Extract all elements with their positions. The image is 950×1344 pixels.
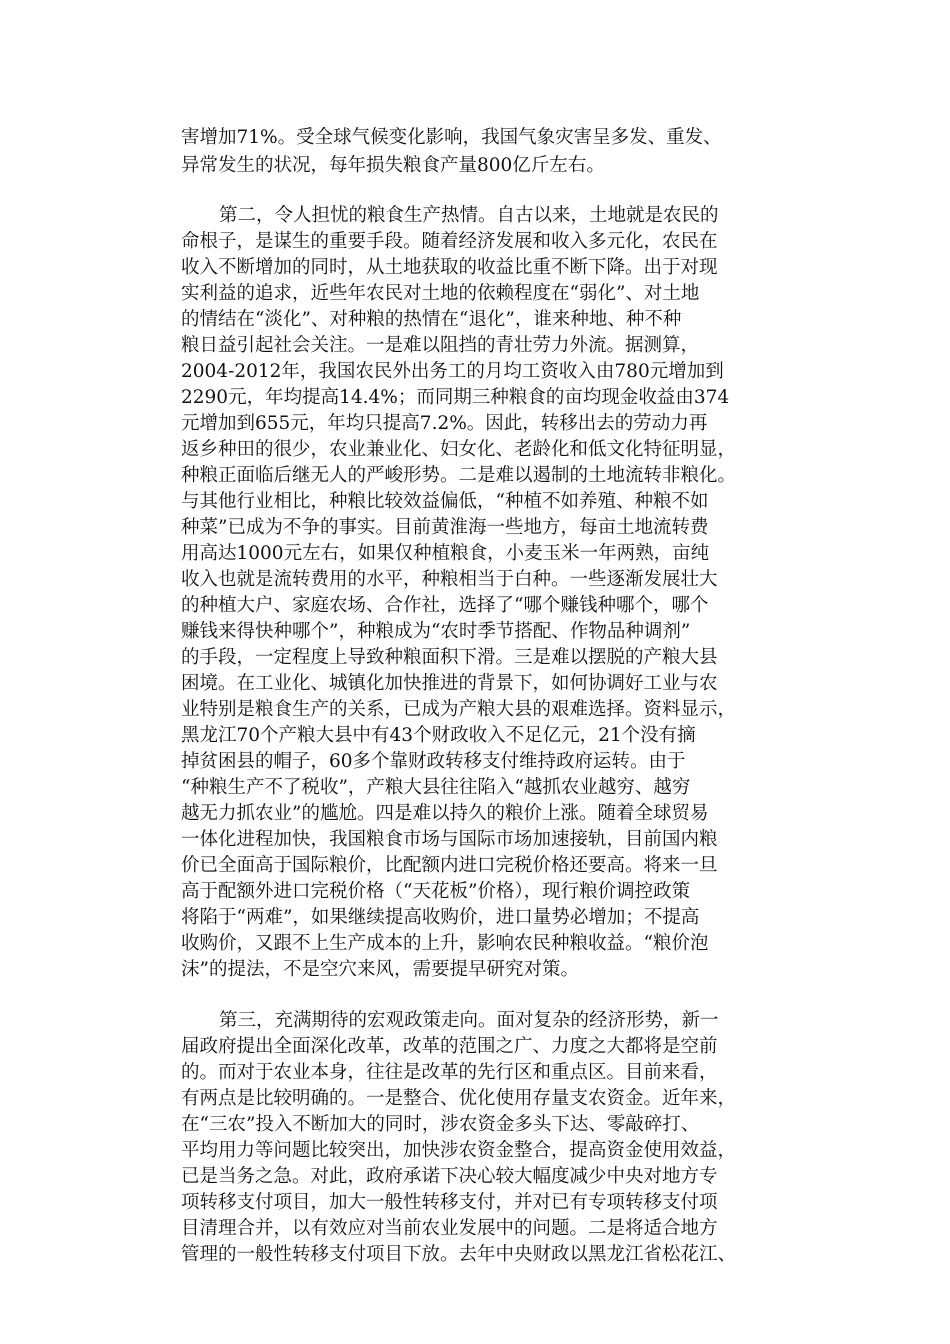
text-line: 种粮正面临后继无人的严峻形势。二是难以遏制的土地流转非粮化。 [181,465,737,486]
text-line: 一体化进程加快，我国粮食市场与国际市场加速接轨，目前国内粮 [181,829,718,850]
text-line: 掉贫困县的帽子，60多个靠财政转移支付维持政府运转。由于 [181,751,686,772]
text-line: 的。而对于农业本身，往往是改革的先行区和重点区。目前来看， [181,1062,718,1083]
text-line: 有两点是比较明确的。一是整合、优化使用存量支农资金。近年来， [181,1088,737,1109]
text-line: 管理的一般性转移支付项目下放。去年中央财政以黑龙江省松花江、 [181,1244,737,1265]
paragraph-start-line: 第二，令人担忧的粮食生产热情。自古以来，土地就是农民的 [219,205,719,226]
text-line: 收入不断增加的同时，从土地获取的收益比重不断下降。出于对现 [181,257,718,278]
text-line: 种菜”已成为不争的事实。目前黄淮海一些地方，每亩土地流转费 [181,517,709,538]
text-line: 平均用力等问题比较突出，加快涉农资金整合，提高资金使用效益， [181,1140,737,1161]
text-line: 收购价，又跟不上生产成本的上升，影响农民种粮收益。“粮价泡 [181,933,709,954]
text-line: 命根子，是谋生的重要手段。随着经济发展和收入多元化，农民在 [181,231,718,252]
text-line: 元增加到655元，年均只提高7.2%。因此，转移出去的劳动力再 [181,413,708,434]
text-line: 与其他行业相比，种粮比较效益偏低，“种植不如养殖、种粮不如 [181,491,709,512]
text-line: 2004-2012年，我国农民外出务工的月均工资收入由780元增加到 [181,361,724,382]
text-line: 目清理合并，以有效应对当前农业发展中的问题。二是将适合地方 [181,1218,718,1239]
text-line: 粮日益引起社会关注。一是难以阻挡的青壮劳力外流。据测算， [181,335,700,356]
text-line: 业特别是粮食生产的关系，已成为产粮大县的艰难选择。资料显示， [181,699,737,720]
text-line: 高于配额外进口完税价格（“天花板”价格），现行粮价调控政策 [181,881,691,902]
text-line: 价已全面高于国际粮价，比配额内进口完税价格还要高。将来一旦 [181,855,718,876]
text-line: 在“三农”投入不断加大的同时，涉农资金多头下达、零敲碎打、 [181,1114,700,1135]
text-line: 届政府提出全面深化改革，改革的范围之广、力度之大都将是空前 [181,1036,718,1057]
text-line: 异常发生的状况，每年损失粮食产量800亿斤左右。 [181,155,605,176]
text-line: 收入也就是流转费用的水平，种粮相当于白种。一些逐渐发展壮大 [181,569,718,590]
text-line: 害增加71%。受全球气候变化影响，我国气象灾害呈多发、重发、 [181,127,722,148]
text-line: 沫”的提法，不是空穴来风，需要提早研究对策。 [181,959,579,980]
text-line: 的手段，一定程度上导致种粮面积下滑。三是难以摆脱的产粮大县 [181,647,718,668]
text-line: 实利益的追求，近些年农民对土地的依赖程度在“弱化”、对土地 [181,283,700,304]
text-line: 困境。在工业化、城镇化加快推进的背景下，如何协调好工业与农 [181,673,718,694]
text-line: 的种植大户、家庭农场、合作社，选择了“哪个赚钱种哪个，哪个 [181,595,709,616]
paragraph-start-line: 第三，充满期待的宏观政策走向。面对复杂的经济形势，新一 [219,1010,719,1031]
text-line: 越无力抓农业”的尴尬。四是难以持久的粮价上涨。随着全球贸易 [181,803,709,824]
text-line: 返乡种田的很少，农业兼业化、妇女化、老龄化和低文化特征明显， [181,439,737,460]
text-line: 2290元，年均提高14.4%；而同期三种粮食的亩均现金收益由374 [181,387,730,408]
text-line: 用高达1000元左右，如果仅种植粮食，小麦玉米一年两熟，亩纯 [181,543,710,564]
text-line: 的情结在“淡化”、对种粮的热情在“退化”，谁来种地、种不种 [181,309,682,330]
text-line: 黑龙江70个产粮大县中有43个财政收入不足亿元，21个没有摘 [181,725,696,746]
text-line: 项转移支付项目，加大一般性转移支付，并对已有专项转移支付项 [181,1192,718,1213]
text-line: 将陷于“两难”，如果继续提高收购价，进口量势必增加；不提高 [181,907,700,928]
text-line: 赚钱来得快种哪个”，种粮成为“农时季节搭配、作物品种调剂” [181,621,691,642]
text-line: “种粮生产不了税收”，产粮大县往往陷入“越抓农业越穷、越穷 [181,777,691,798]
text-line: 已是当务之急。对此，政府承诺下决心较大幅度减少中央对地方专 [181,1166,718,1187]
